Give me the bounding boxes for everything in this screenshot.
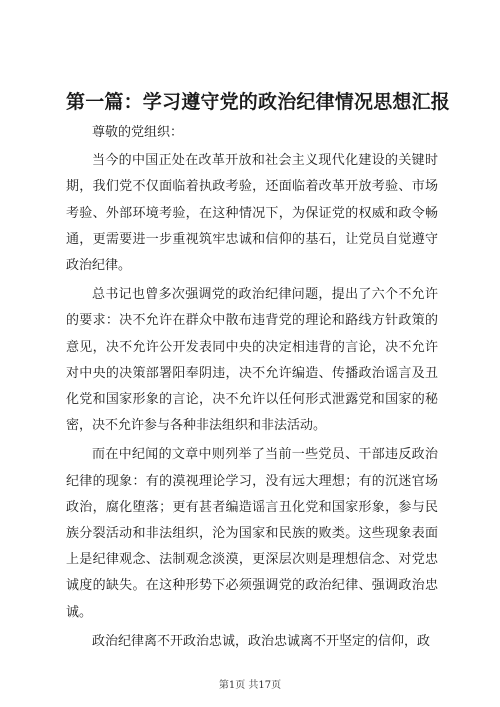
document-body <box>66 120 438 658</box>
paragraph: 当今的中国正处在改革开放和社会主义现代化建设的关键时期，我们党不仅面临着执政考验，还面临着改革开放考验、市场考验、外部环境考验，在这种情况下，为保证党的权威和政令畅通，更需要进一步重视筑牢忠诚和信仰的基石，让党员自觉遵守政治纪律。 <box>66 153 438 274</box>
paragraph: 政治纪律离不开政治忠诚，政治忠诚离不开坚定的信仰，政 <box>92 633 431 649</box>
document-title: 第一篇：学习遵守党的政治纪律情况思想汇报 <box>66 91 451 113</box>
paragraph: 而在中纪闻的文章中则列举了当前一些党员、干部违反政治纪律的现象：有的漠视理论学习，没有远大理想；有的沉迷官场政治，腐化堕落；更有甚者编造谣言丑化党和国家形象，参与民族分裂活动和非法组织，沦为国家和民族的败类。这些现象表面上是纪律观念、法制观念淡漠，更深层次则是理想信念、对党忠诚度的缺失。在这种形势下必须强调党的政治纪律、强调政治忠诚。 <box>66 447 438 620</box>
page-number-footer: 第1页 共17页 <box>218 680 282 691</box>
salutation: 尊敬的党组织： <box>92 125 184 140</box>
paragraph: 总书记也曾多次强调党的政治纪律问题，提出了六个不允许的要求：决不允许在群众中散布违背党的理论和路线方针政策的意见，决不允许公开发表同中央的决定相违背的言论，决不允许对中央的决策部署阳奉阴违，决不允许编造、传播政治谣言及丑化党和国家形象的言论，决不允许以任何形式泄露党和国家的秘密，决不允许参与各种非法组织和非法活动。 <box>66 287 438 434</box>
